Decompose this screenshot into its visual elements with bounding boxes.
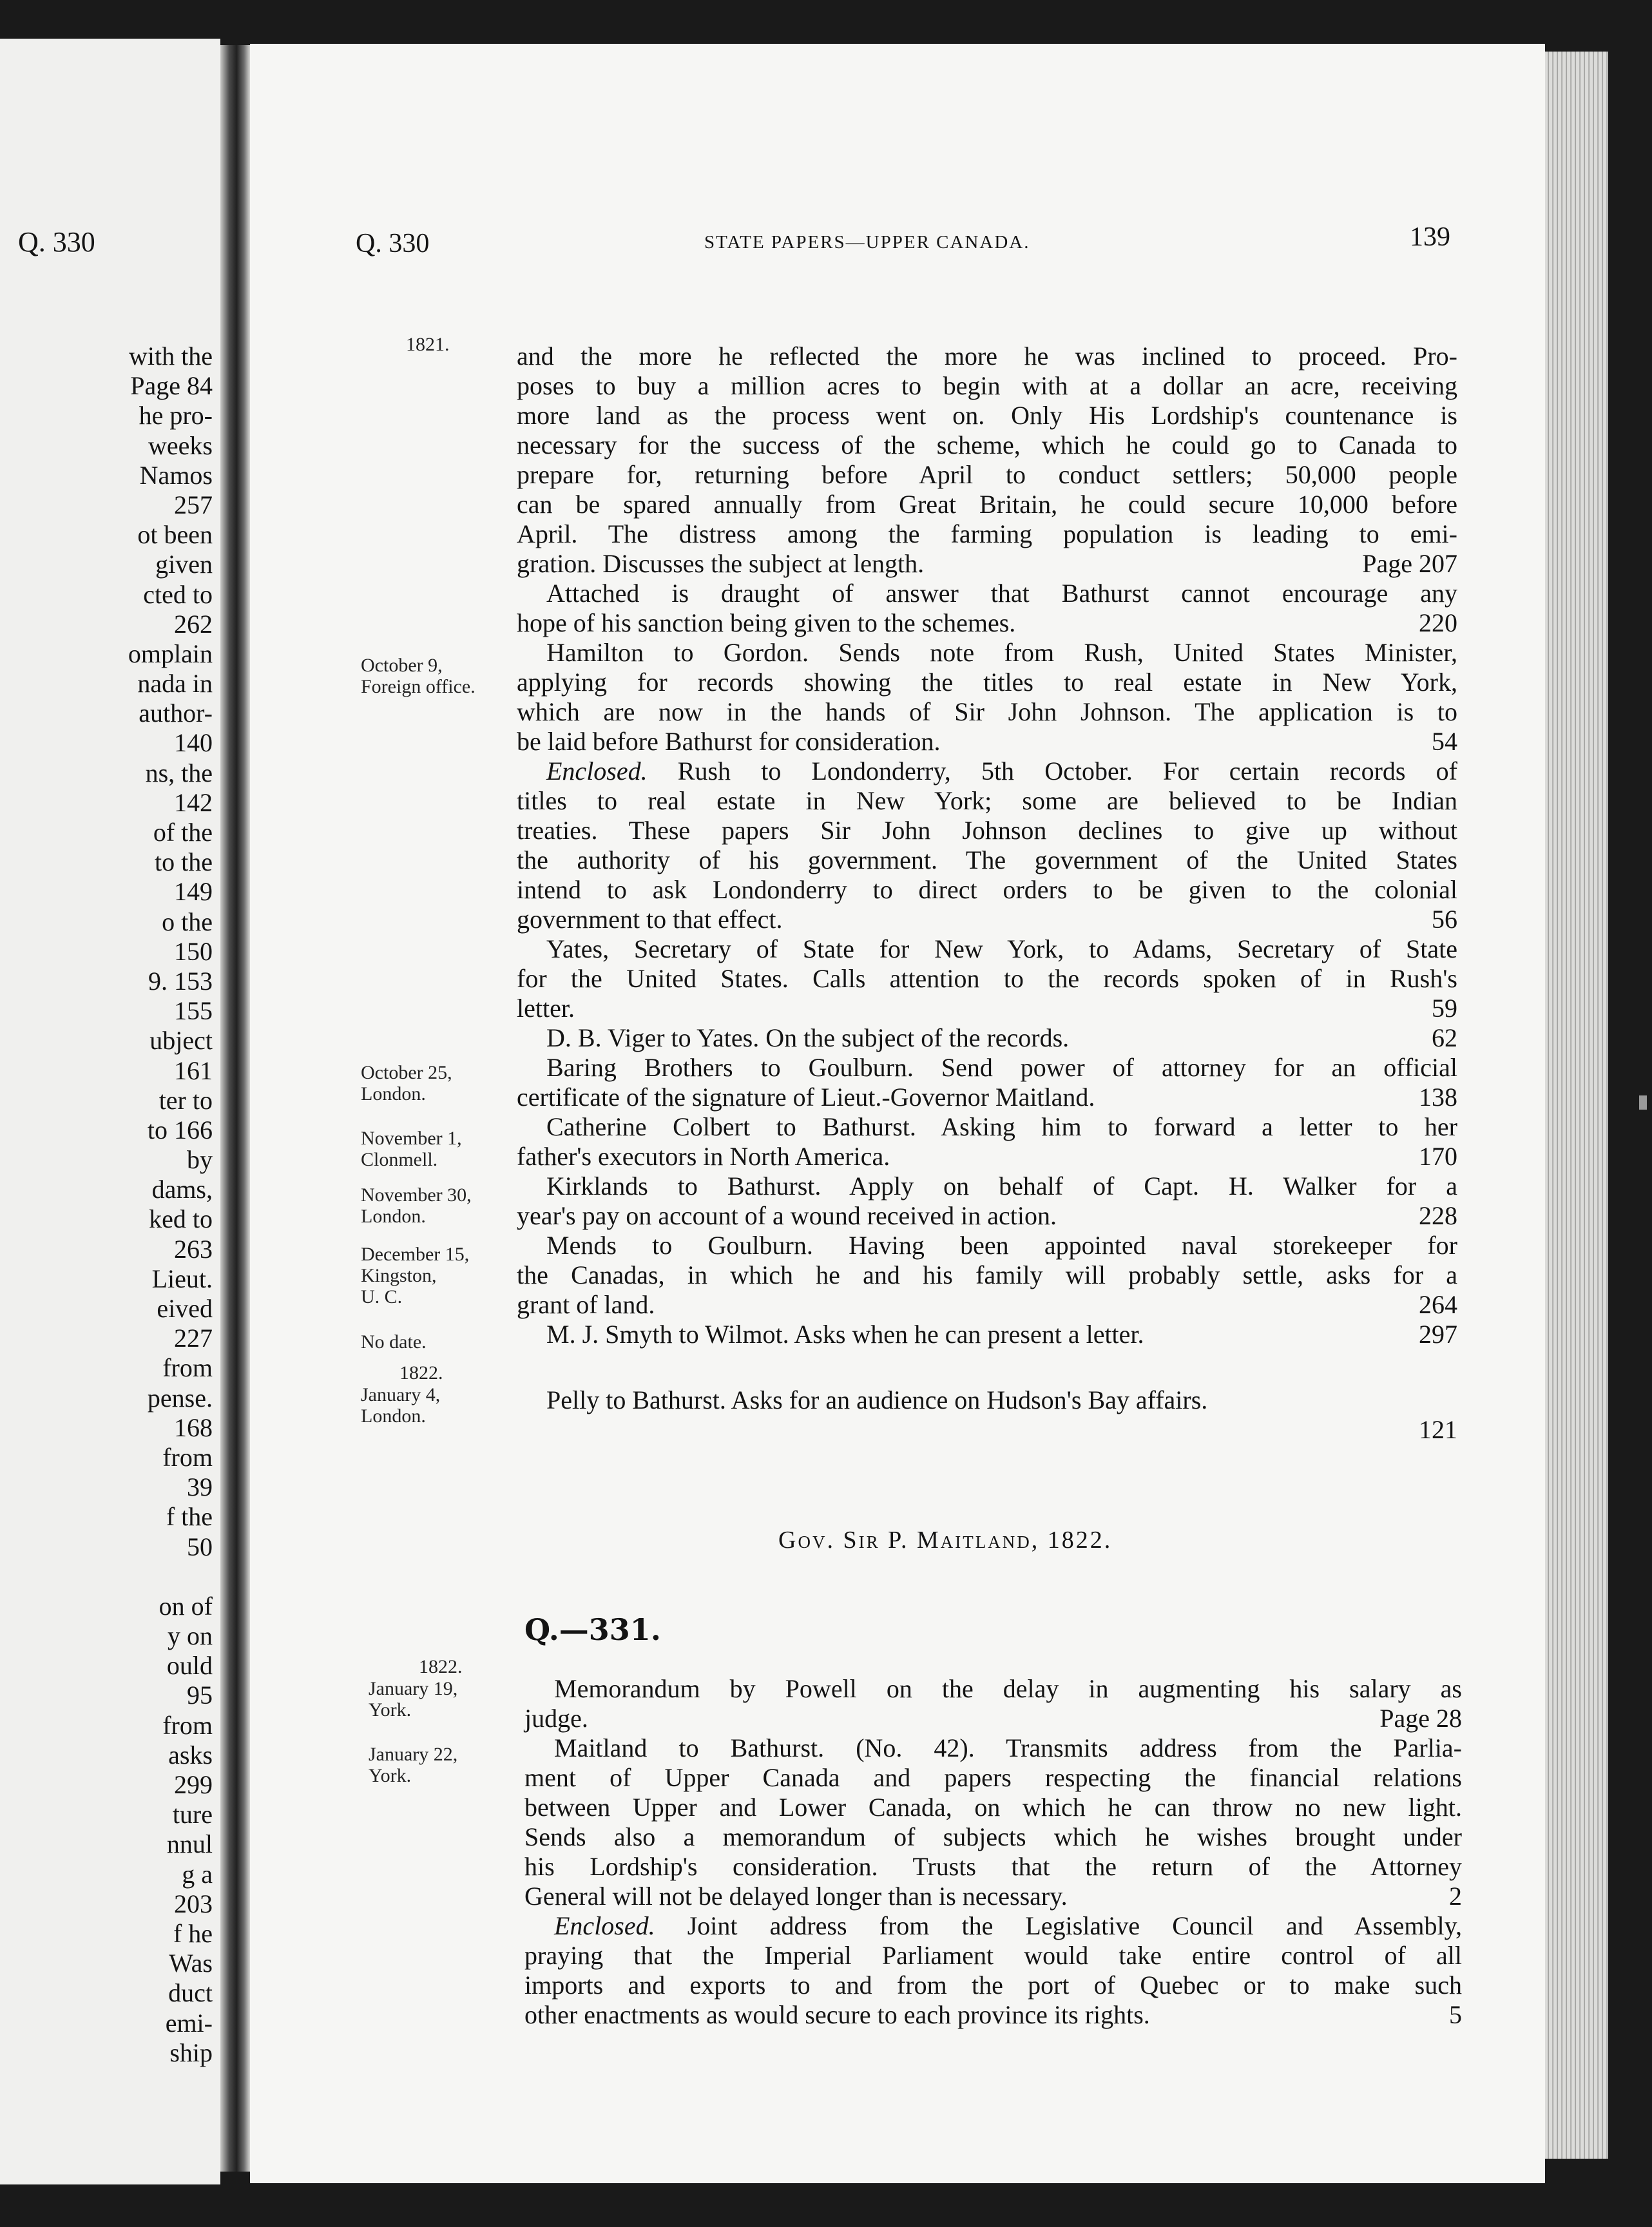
facing-page-line: 39 xyxy=(187,1472,213,1502)
facing-page-line: ked to xyxy=(149,1204,213,1234)
facing-page-line: 9. 153 xyxy=(148,966,213,996)
facing-page-line: 142 xyxy=(174,787,213,817)
entry-text: D. B. Viger to Yates. On the subject of the records. xyxy=(546,1023,1070,1052)
facing-page-line: 227 xyxy=(174,1324,213,1353)
facing-page-line xyxy=(0,1562,213,1592)
page-reference: Page 207 xyxy=(1362,549,1457,578)
facing-page-line: given xyxy=(155,550,213,579)
margin-date: October 9, xyxy=(361,655,443,676)
facing-page-line: 203 xyxy=(174,1889,213,1918)
margin-place: York. xyxy=(369,1765,412,1786)
facing-page-line: 149 xyxy=(174,877,213,907)
text-line: poses to buy a million acres to begin with at a dollar an acre, receiving xyxy=(517,371,1457,400)
page-reference: 228 xyxy=(1419,1201,1457,1230)
text-line: imports and exports to and from the port of Quebec or to make such xyxy=(524,1971,1462,2000)
margin-date: November 30, xyxy=(361,1184,472,1206)
text-line: applying for records showing the titles to real estate in New York, xyxy=(517,668,1457,697)
text-line: necessary for the success of the scheme, which he could go to Canada to xyxy=(517,430,1457,459)
margin-place: Foreign office. xyxy=(361,676,475,697)
facing-page-line: from xyxy=(162,1442,213,1472)
text-line xyxy=(517,1320,1457,1349)
page-reference: 56 xyxy=(1432,905,1457,934)
text-line xyxy=(524,1704,1462,1733)
margin-date: January 19, xyxy=(369,1678,458,1699)
edge-mark xyxy=(1639,1095,1647,1110)
facing-page-line: duct xyxy=(168,1978,213,2008)
facing-page-line: nnul xyxy=(166,1829,213,1859)
margin-year: 1822. xyxy=(399,1362,443,1383)
text-line: titles to real estate in New York; some are believed to be Indian xyxy=(517,786,1457,815)
facing-page-line: from xyxy=(162,1353,213,1383)
text-line xyxy=(517,1083,1457,1112)
facing-page-line: 50 xyxy=(187,1532,213,1561)
text-line xyxy=(517,608,1457,638)
margin-place: Kingston, xyxy=(361,1265,437,1286)
text-line xyxy=(517,994,1457,1023)
page-139 xyxy=(250,44,1545,2183)
facing-page-line: f he xyxy=(173,1918,213,1948)
margin-date: January 22, xyxy=(369,1744,458,1765)
facing-page-line: ter to xyxy=(158,1085,213,1115)
facing-page-line: ship xyxy=(169,2038,213,2067)
entry-text: be laid before Bathurst for consideration. xyxy=(517,727,941,756)
facing-page-line: to the xyxy=(155,847,213,877)
text-line xyxy=(517,1201,1457,1231)
page-number: 139 xyxy=(1410,222,1450,252)
text-line: treaties. These papers Sir John Johnson declines to give up without xyxy=(517,816,1457,845)
entry-text: grant of land. xyxy=(517,1290,655,1319)
entry-text: year's pay on account of a wound received in action. xyxy=(517,1201,1057,1230)
facing-page-line: omplain xyxy=(128,639,213,668)
facing-page-line: Was xyxy=(169,1949,213,1978)
facing-page-line: 263 xyxy=(174,1234,213,1264)
facing-page-line: f the xyxy=(166,1502,213,1532)
volume-heading: Q.—331. xyxy=(524,1612,661,1647)
margin-place: Clonmell. xyxy=(361,1149,438,1170)
text-line: intend to ask Londonderry to direct orders to be given to the colonial xyxy=(517,875,1457,904)
facing-page-line: 95 xyxy=(187,1681,213,1710)
margin-place: U. C. xyxy=(361,1286,403,1307)
page-edges xyxy=(1545,52,1608,2159)
text-line: the Canadas, in which he and his family will probably settle, asks for a xyxy=(517,1260,1457,1289)
entry-text: certificate of the signature of Lieut.-Governor Maitland. xyxy=(517,1083,1095,1112)
text-line: Pelly to Bathurst. Asks for an audience on Hudson's Bay affairs. xyxy=(546,1385,1208,1414)
text-line xyxy=(517,757,1457,786)
facing-page-line: dams, xyxy=(151,1175,213,1204)
margin-year: 1822. xyxy=(419,1656,463,1677)
text-line: for the United States. Calls attention to the records spoken of in Rush's xyxy=(517,964,1457,993)
facing-page-line: ot been xyxy=(137,520,213,550)
page-reference: 138 xyxy=(1419,1083,1457,1112)
facing-page-line: to 166 xyxy=(147,1115,213,1144)
entry-text: other enactments as would secure to each province its rights. xyxy=(524,2000,1150,2029)
text-line: Kirklands to Bathurst. Apply on behalf of Capt. H. Walker for a xyxy=(546,1171,1457,1200)
facing-page-line: Namos xyxy=(139,460,213,490)
entry-text: gration. Discusses the subject at length. xyxy=(517,549,925,578)
entry-text: Joint address from the Legislative Council and Assembly, xyxy=(655,1911,1462,1940)
entry-text: government to that effect. xyxy=(517,905,783,934)
entry-text: Rush to Londonderry, 5th October. For certain records of xyxy=(647,757,1457,786)
text-line: Mends to Goulburn. Having been appointed naval storekeeper for xyxy=(546,1231,1457,1260)
facing-page-line: nada in xyxy=(137,669,213,699)
margin-place: London. xyxy=(361,1405,426,1427)
enclosed-label: Enclosed. xyxy=(554,1911,655,1940)
text-line: Catherine Colbert to Bathurst. Asking him to forward a letter to her xyxy=(546,1112,1457,1141)
facing-page-line: cted to xyxy=(143,579,213,609)
entry-text: General will not be delayed longer than is necessary. xyxy=(524,1882,1068,1911)
page-reference: 5 xyxy=(1449,2000,1462,2029)
facing-page-line: eived xyxy=(157,1294,213,1323)
page-reference: 121 xyxy=(1419,1415,1457,1444)
text-line: April. The distress among the farming population is leading to emi- xyxy=(517,519,1457,548)
page-reference: 62 xyxy=(1432,1023,1457,1052)
text-line xyxy=(524,1911,1462,1941)
text-line: Hamilton to Gordon. Sends note from Rush, United States Minister, xyxy=(546,638,1457,667)
page-reference: Page 28 xyxy=(1379,1704,1462,1733)
text-line xyxy=(517,1290,1457,1320)
text-line: which are now in the hands of Sir John Johnson. The application is to xyxy=(517,697,1457,726)
text-line: and the more he reflected the more he was inclined to proceed. Pro- xyxy=(517,342,1457,371)
text-line: between Upper and Lower Canada, on which he can throw no new light. xyxy=(524,1793,1462,1822)
margin-date: November 1, xyxy=(361,1128,462,1149)
facing-page-line: asks xyxy=(168,1740,213,1769)
facing-page-line: 262 xyxy=(174,609,213,639)
text-line: the authority of his government. The government of the United States xyxy=(517,845,1457,874)
text-line: more land as the process went on. Only His Lordship's countenance is xyxy=(517,401,1457,430)
facing-page-line: 168 xyxy=(174,1412,213,1442)
entry-text: father's executors in North America. xyxy=(517,1142,890,1171)
page-reference: 264 xyxy=(1419,1290,1457,1319)
margin-date: No date. xyxy=(361,1331,427,1353)
page-reference: 2 xyxy=(1449,1882,1462,1911)
text-line: his Lordship's consideration. Trusts that the return of the Attorney xyxy=(524,1852,1462,1881)
page-reference: 297 xyxy=(1419,1320,1457,1349)
facing-page-line: 155 xyxy=(174,996,213,1026)
text-line: Sends also a memorandum of subjects which he wishes brought under xyxy=(524,1822,1462,1851)
text-line: Attached is draught of answer that Bathurst cannot encourage any xyxy=(546,579,1457,608)
entry-text: M. J. Smyth to Wilmot. Asks when he can present a letter. xyxy=(546,1320,1144,1349)
facing-page-line: he pro- xyxy=(139,401,213,430)
text-line: praying that the Imperial Parliament would take entire control of all xyxy=(524,1941,1462,1970)
facing-page-line: 140 xyxy=(174,728,213,758)
text-line: Baring Brothers to Goulburn. Send power of attorney for an official xyxy=(546,1053,1457,1082)
facing-page-line: pense. xyxy=(147,1383,213,1412)
text-line xyxy=(517,905,1457,934)
margin-date: January 4, xyxy=(361,1384,441,1405)
facing-page-line: emi- xyxy=(165,2008,213,2038)
facing-page-line: from xyxy=(162,1710,213,1740)
facing-page-line: by xyxy=(187,1145,213,1175)
facing-page-line: ns, the xyxy=(145,758,213,787)
text-line xyxy=(524,1882,1462,1911)
margin-date: October 25, xyxy=(361,1062,452,1083)
facing-page-line-ends xyxy=(0,342,213,2068)
entry-text: hope of his sanction being given to the schemes. xyxy=(517,608,1016,637)
page-reference: 220 xyxy=(1419,608,1457,637)
facing-page-line: g a xyxy=(182,1859,213,1889)
facing-page-line: on of xyxy=(158,1591,213,1621)
facing-page-fragment xyxy=(0,39,220,2184)
margin-place: York. xyxy=(369,1699,412,1721)
facing-page-header: Q. 330 xyxy=(18,226,95,258)
text-line xyxy=(517,727,1457,757)
text-line xyxy=(517,1415,1457,1445)
text-line: Memorandum by Powell on the delay in augmenting his salary as xyxy=(554,1674,1462,1703)
facing-page-line: weeks xyxy=(148,430,213,460)
text-line: can be spared annually from Great Britain, he could secure 10,000 before xyxy=(517,490,1457,519)
text-line xyxy=(517,1142,1457,1171)
page-reference: 54 xyxy=(1432,727,1457,756)
text-line xyxy=(517,549,1457,579)
margin-date: December 15, xyxy=(361,1244,470,1265)
entry-text: judge. xyxy=(524,1704,588,1733)
entry-text: letter. xyxy=(517,994,575,1023)
facing-page-line: 161 xyxy=(174,1056,213,1085)
margin-place: London. xyxy=(361,1083,426,1104)
running-header-volume: Q. 330 xyxy=(356,229,430,258)
section-heading: Gov. Sir P. Maitland, 1822. xyxy=(778,1527,1113,1554)
facing-page-line: with the xyxy=(129,342,213,371)
enclosed-label: Enclosed. xyxy=(546,757,648,786)
text-line: ment of Upper Canada and papers respecting the financial relations xyxy=(524,1763,1462,1792)
margin-year: 1821. xyxy=(406,334,450,355)
margin-place: London. xyxy=(361,1206,426,1227)
facing-page-line: y on xyxy=(168,1621,213,1651)
page-reference: 59 xyxy=(1432,994,1457,1023)
text-line: Maitland to Bathurst. (No. 42). Transmits address from the Parlia- xyxy=(554,1733,1462,1762)
facing-page-line: ould xyxy=(166,1651,213,1681)
running-header-title: STATE PAPERS—UPPER CANADA. xyxy=(704,232,1030,253)
facing-page-line: o the xyxy=(162,907,213,936)
text-line xyxy=(517,1023,1457,1053)
facing-page-line: of the xyxy=(153,818,213,847)
facing-page-line: ubject xyxy=(149,1026,213,1056)
page-reference: 170 xyxy=(1419,1142,1457,1171)
facing-page-line: Page 84 xyxy=(130,371,213,401)
facing-page-line: author- xyxy=(139,699,213,728)
text-line: Yates, Secretary of State for New York, to Adams, Secretary of State xyxy=(546,934,1457,963)
facing-page-line: Lieut. xyxy=(151,1264,213,1293)
facing-page-line: ture xyxy=(172,1800,213,1829)
book-gutter xyxy=(220,45,250,2172)
facing-page-line: 299 xyxy=(174,1770,213,1799)
text-line xyxy=(524,2000,1462,2030)
facing-page-line: 150 xyxy=(174,936,213,966)
facing-page-line: 257 xyxy=(174,490,213,519)
text-line: prepare for, returning before April to conduct settlers; 50,000 people xyxy=(517,460,1457,489)
